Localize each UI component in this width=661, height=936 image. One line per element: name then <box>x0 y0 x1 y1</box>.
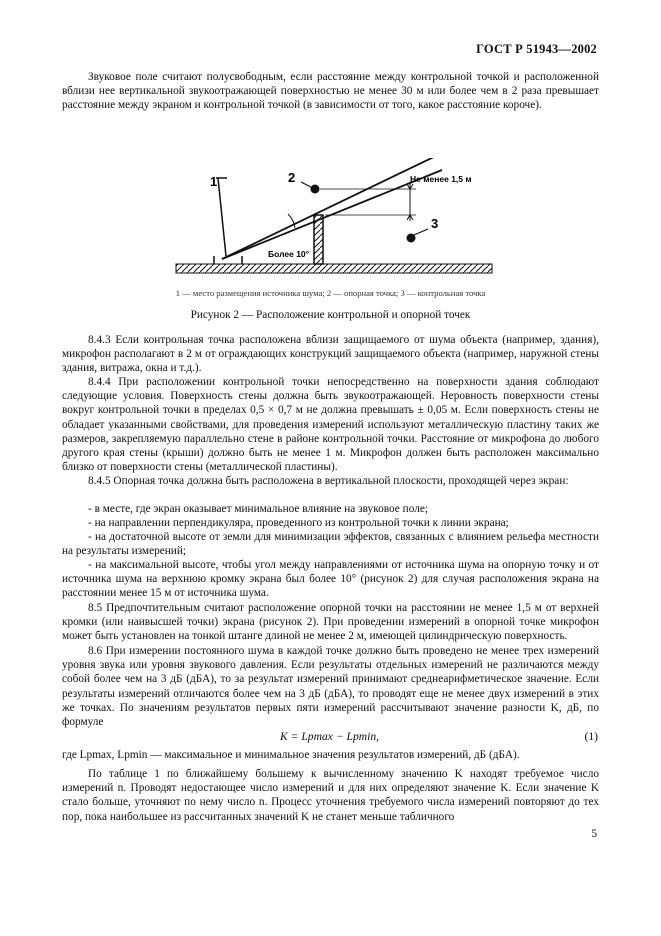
label-2-leader <box>301 182 311 187</box>
ray-to-screen-edge <box>222 170 442 259</box>
document-header: ГОСТ Р 51943—2002 <box>476 42 597 56</box>
figure-diagram <box>170 158 500 284</box>
section-8-6: 8.6 При измерении постоянного шума в каждой точке должно быть проведено не менее трех измерений уровня звука или уровня звукового давления. Если результаты отдельных измерений не различаются между собой более чем на 3 дБ (дБА), то за результат измерений принимают среднеарифметическое значение. Если результаты измерений отличаются более чем на 3 дБ (дБА), то проводят еще не менее двух измерений в этих же точках. По значениям результатов первых пяти измерений рассчитывают значение разности K, дБ, по формуле <box>62 645 599 729</box>
annotation-angle: Более 10° <box>268 249 310 259</box>
label-3-leader <box>414 229 428 235</box>
label-2: 2 <box>288 170 296 185</box>
label-1: 1 <box>210 174 218 189</box>
section-8-5: 8.5 Предпочтительным считают расположение опорной точки на расстоянии не менее 1,5 м от верхней кромки (или наивысшей точки) экрана (рисунок 2). При проведении измерений в опорной точке микрофон может быть установлен на тонкой штанге длиной не менее 2 м, имеющей цилиндрическую поверхность. <box>62 602 599 643</box>
formula-expression: K = Lpmax − Lpmin, <box>280 730 380 743</box>
figure-caption: Рисунок 2 — Расположение контрольной и опорной точек <box>190 309 471 321</box>
label-1-pointer <box>218 178 226 256</box>
section-8-4-3: 8.4.3 Если контрольная точка расположена вблизи защищаемого от шума объекта (например, здания), микрофон располагают в 2 м от ограждающих конструкций защищаемого объекта (например, наружной стены здания, витража, окна и т.д.). <box>62 334 599 375</box>
list-item: - на максимальной высоте, чтобы угол между направлениями от источника шума на опорную точку и от источника шума на верхнюю кромку экрана был более 10° (рисунок 2) для случая расположения экрана на расстоянии менее 15 м от источника шума. <box>62 559 599 600</box>
final-paragraph: По таблице 1 по ближайшему большему к вычисленному значению K находят требуемое число измерений n. Проводят недостающее число измерений и для них определяют значение K. Если значение K стало больше, уточняют по нему число n. Процесс уточнения требуемого числа измерений повторяют до тех пор, пока наибольшее из рассчитанных значений K не станет меньше табличного <box>62 768 599 823</box>
annotation-min-distance: Не менее 1,5 м <box>410 174 472 184</box>
label-3: 3 <box>431 216 439 231</box>
list-item: - на направлении перпендикуляра, проведенного из контрольной точки к линии экрана; <box>88 517 509 529</box>
screen-barrier <box>314 215 323 264</box>
ray-to-reference <box>222 158 440 259</box>
intro-paragraph: Звуковое поле считают полусвободным, если расстояние между контрольной точкой и расположенной вблизи нее вертикальной звукоотражающей поверхностью не менее 30 м или более чем в 2 раза превышает расстояние между экраном и контрольной точкой (в зависимости от того, какое расстояние короче). <box>62 71 599 112</box>
reference-point <box>311 185 320 194</box>
list-item: - в месте, где экран оказывает минимальное влияние на звуковое поле; <box>88 503 428 515</box>
ground <box>176 264 492 273</box>
formula-explanation: где Lpmax, Lpmin — максимальное и минимальное значения результатов измерений, дБ (дБА). <box>62 749 520 761</box>
page-number: 5 <box>591 828 597 840</box>
list-item: - на достаточной высоте от земли для минимизации эффектов, связанных с влиянием рельефа местности на результаты измерений; <box>62 531 599 558</box>
section-8-4-5: 8.4.5 Опорная точка должна быть расположена в вертикальной плоскости, проходящей через экран: <box>88 475 569 487</box>
section-8-4-4: 8.4.4 При расположении контрольной точки непосредственно на поверхности здания соблюдают следующие условия. Поверхность стены должна быть звукоотражающей. Неровность поверхности стены вокруг контрольной точки в пределах 0,5 × 0,7 м не должна превышать ± 0,05 м. Если поверхность стены не обладает указанными свойствами, для проведения измерений используют металлическую пластину таких же размеров, закрепляемую параллельно стене в районе контрольной точки. Расстояние от микрофона до любого другого края стены (крыши) должно быть не менее 1 м. Микрофон должен быть расположен максимально близко от поверхности стены (металлической пластины). <box>62 376 599 474</box>
figure-legend: 1 — место размещения источника шума; 2 — опорная точка; 3 — контрольная точка <box>175 288 486 298</box>
formula-number: (1) <box>584 730 598 743</box>
